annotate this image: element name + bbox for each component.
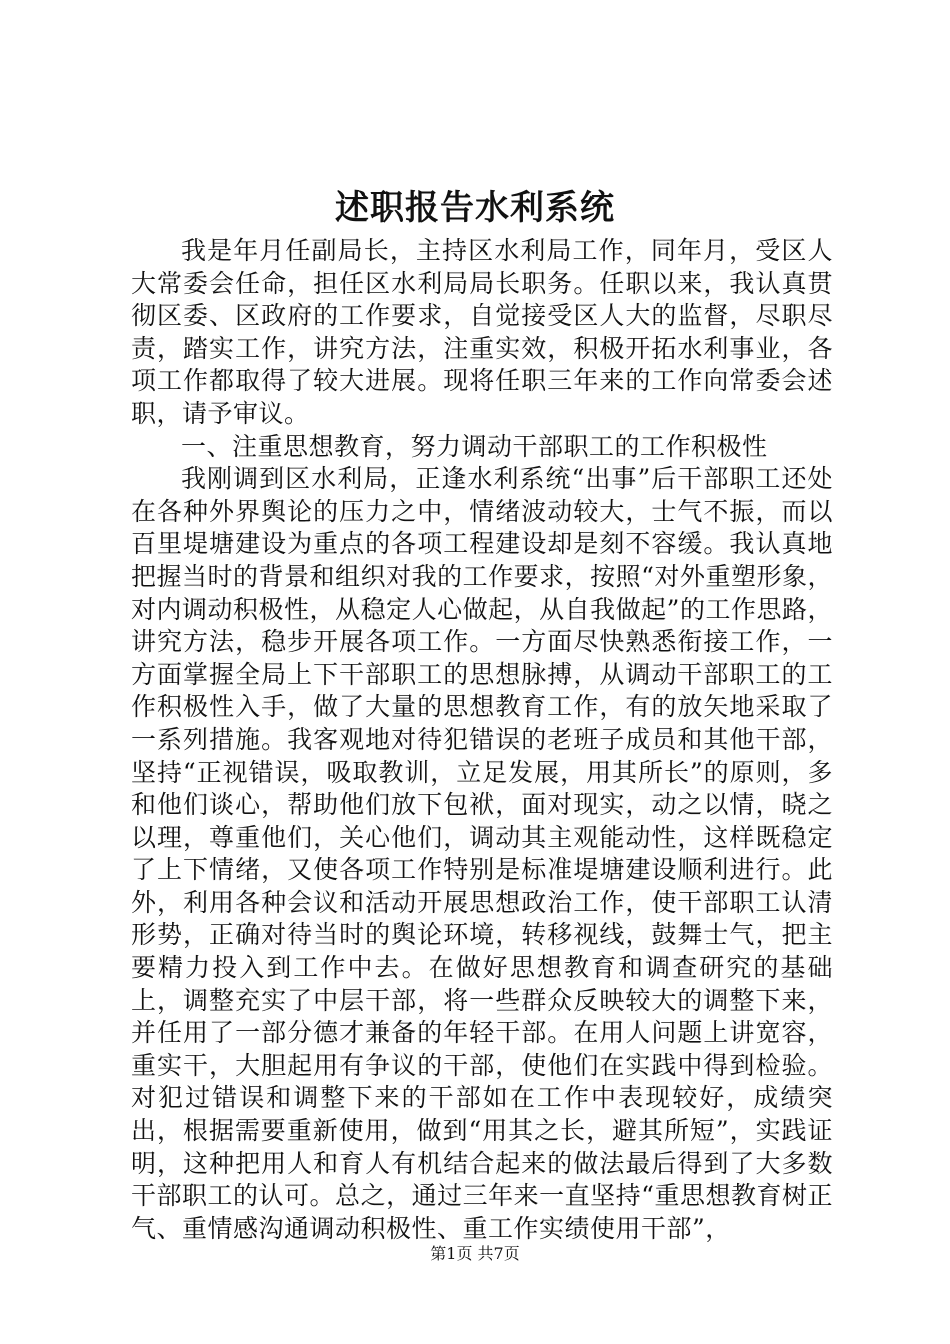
paragraph-section-1: 我刚调到区水利局，正逢水利系统“出事”后干部职工还处在各种外界舆论的压力之中，情绪波动较大，士气不振，而以百里堤塘建设为重点的各项工程建设却是刻不容缓。我认真地把握当时的背景和组织对我的工作要求，按照“对外重塑形象，对内调动积极性，从稳定人心做起，从自我做起”的工作思路，讲究方法，稳步开展各项工作。一方面尽快熟悉衔接工作，一方面掌握全局上下干部职工的思想脉搏，从调动干部职工的工作积极性入手，做了大量的思想教育工作，有的放矢地采取了一系列措施。我客观地对待犯错误的老班子成员和其他干部，坚持“正视错误，吸取教训，立足发展，用其所长”的原则，多和他们谈心，帮助他们放下包袱，面对现实，动之以情，晓之以理，尊重他们，关心他们，调动其主观能动性，这样既稳定了上下情绪，又使各项工作特别是标准堤塘建设顺利进行。此外，利用各种会议和活动开展思想政治工作，使干部职工认清形势，正确对待当时的舆论环境，转移视线，鼓舞士气，把主要精力投入到工作中去。在做好思想教育和调查研究的基础上，调整充实了中层干部，将一些群众反映较大的调整下来，并任用了一部分德才兼备的年轻干部。在用人问题上讲宽容，重实干，大胆起用有争议的干部，使他们在实践中得到检验。对犯过错误和调整下来的干部如在工作中表现较好，成绩突出，根据需要重新使用，做到“用其之长，避其所短”，实践证明，这种把用人和育人有机结合起来的做法最后得到了大多数干部职工的认可。总之，通过三年来一直坚持“重思想教育树正气、重情感沟通调动积极性、重工作实绩使用干部”， xyxy=(131,464,833,1243)
document-body xyxy=(131,235,833,1245)
document-title: 述职报告水利系统 xyxy=(335,188,615,228)
section-heading-1: 一、注重思想教育，努力调动干部职工的工作积极性 xyxy=(181,431,768,461)
page-number: 第1页 共7页 xyxy=(430,1244,520,1263)
paragraph-intro: 我是年月任副局长，主持区水利局工作，同年月，受区人大常委会任命，担任区水利局局长职务。任职以来，我认真贯彻区委、区政府的工作要求，自觉接受区人大的监督，尽职尽责，踏实工作，讲究方法，注重实效，积极开拓水利事业，各项工作都取得了较大进展。现将任职三年来的工作向常委会述职，请予审议。 xyxy=(131,236,833,428)
